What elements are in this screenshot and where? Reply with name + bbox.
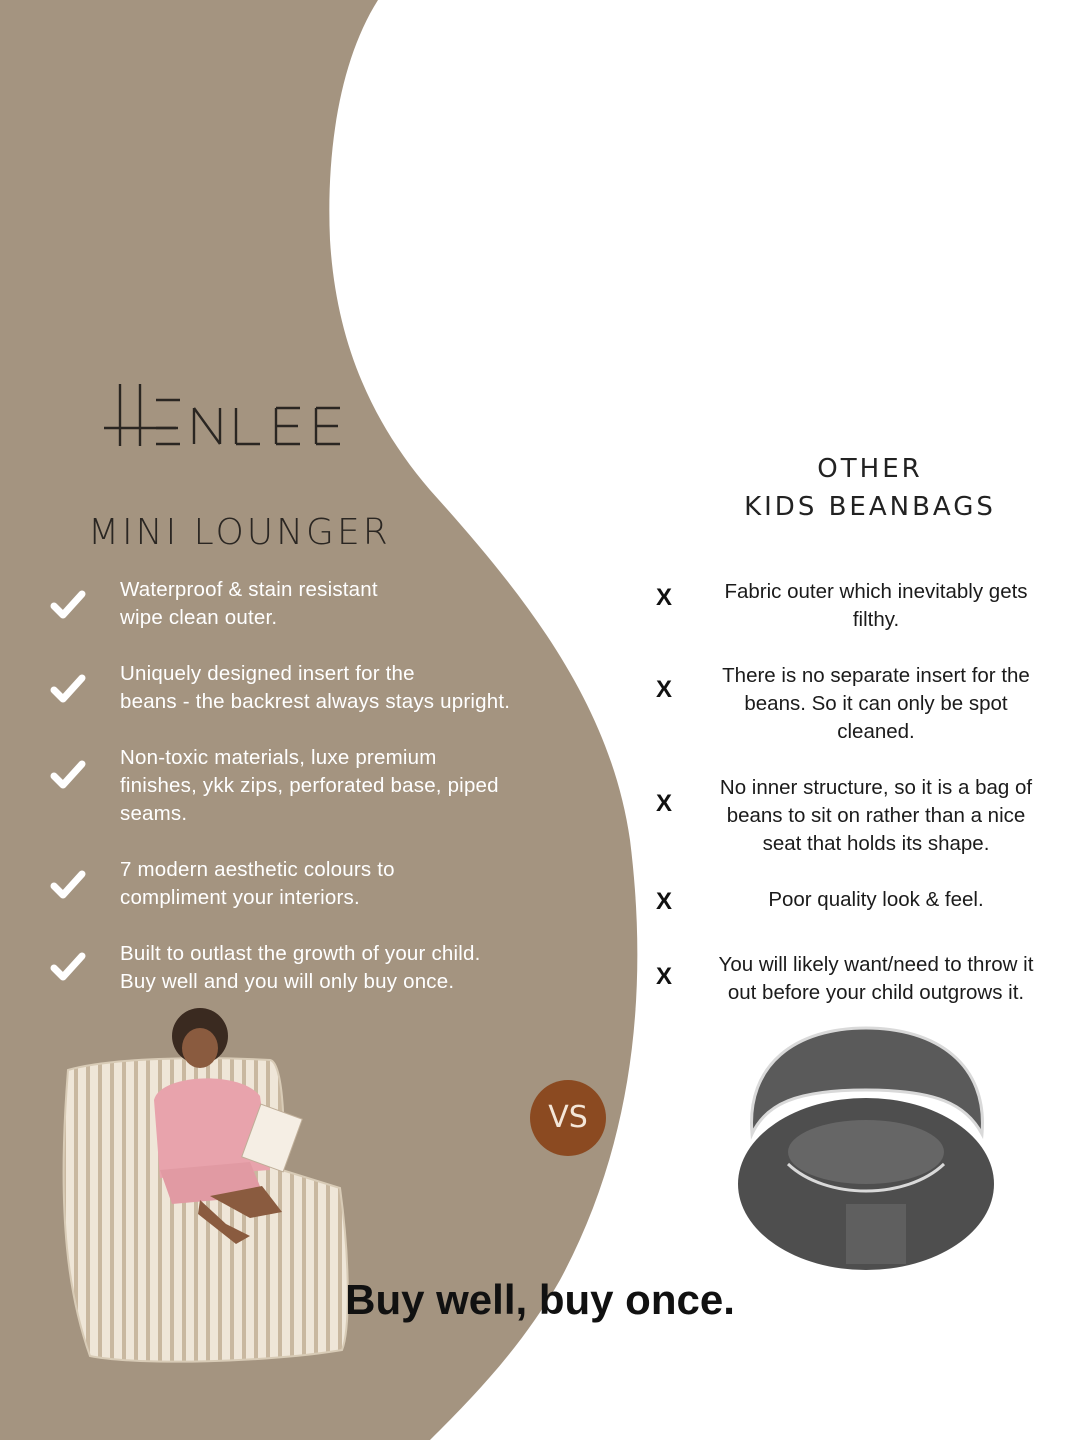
x-mark-icon: X [656, 888, 673, 915]
other-beanbag-photo [736, 1024, 1006, 1274]
drawback-text [696, 774, 1056, 858]
henlee-logo [100, 378, 370, 454]
drawback-line: filthy. [852, 608, 900, 631]
feature-line: Waterproof & stain resistant [120, 578, 378, 601]
drawback-line: seat that holds its shape. [762, 832, 990, 855]
feature-text [120, 856, 550, 912]
feature-line: compliment your interiors. [120, 886, 360, 909]
vs-badge: VS [530, 1080, 606, 1156]
tagline: Buy well, buy once. [345, 1276, 735, 1323]
feature-line: Built to outlast the growth of your child. [120, 942, 481, 965]
feature-line: finishes, ykk zips, perforated base, piped [120, 774, 499, 797]
competitor-title-line: OTHER [817, 454, 923, 484]
competitor-title [700, 450, 1040, 526]
drawback-line: out before your child outgrows it. [727, 981, 1025, 1004]
feature-line: wipe clean outer. [120, 606, 278, 629]
drawback-line: beans. So it can only be spot [744, 692, 1008, 715]
x-mark-icon: X [656, 790, 673, 817]
feature-text [120, 940, 550, 996]
x-mark-icon: X [656, 963, 673, 990]
feature-line: 7 modern aesthetic colours to [120, 858, 395, 881]
check-icon [48, 754, 88, 794]
x-mark-icon: X [656, 584, 673, 611]
check-icon [48, 946, 88, 986]
check-icon [48, 668, 88, 708]
drawback-text [696, 886, 1056, 914]
feature-text [120, 744, 550, 828]
feature-line: beans - the backrest always stays upright. [120, 690, 511, 713]
drawback-text [696, 951, 1056, 1007]
check-icon [48, 864, 88, 904]
drawback-line: You will likely want/need to throw it [718, 953, 1034, 976]
drawback-line: beans to sit on rather than a nice [726, 804, 1026, 827]
feature-line: Buy well and you will only buy once. [120, 970, 455, 993]
feature-text [120, 576, 550, 632]
drawback-text [696, 662, 1056, 746]
drawback-text [696, 578, 1056, 634]
feature-line: Uniquely designed insert for the [120, 662, 415, 685]
feature-text [120, 660, 550, 716]
product-title: MINI LOUNGER [88, 512, 391, 553]
feature-line: Non-toxic materials, luxe premium [120, 746, 437, 769]
drawback-line: cleaned. [837, 720, 915, 743]
drawback-line: No inner structure, so it is a bag of [719, 776, 1033, 799]
check-icon [48, 584, 88, 624]
feature-line: seams. [120, 802, 188, 825]
drawback-line: There is no separate insert for the [722, 664, 1030, 687]
competitor-title-line: KIDS BEANBAGS [744, 492, 996, 522]
x-mark-icon: X [656, 676, 673, 703]
drawback-line: Fabric outer which inevitably gets [724, 580, 1028, 603]
drawback-line: Poor quality look & feel. [768, 888, 984, 911]
